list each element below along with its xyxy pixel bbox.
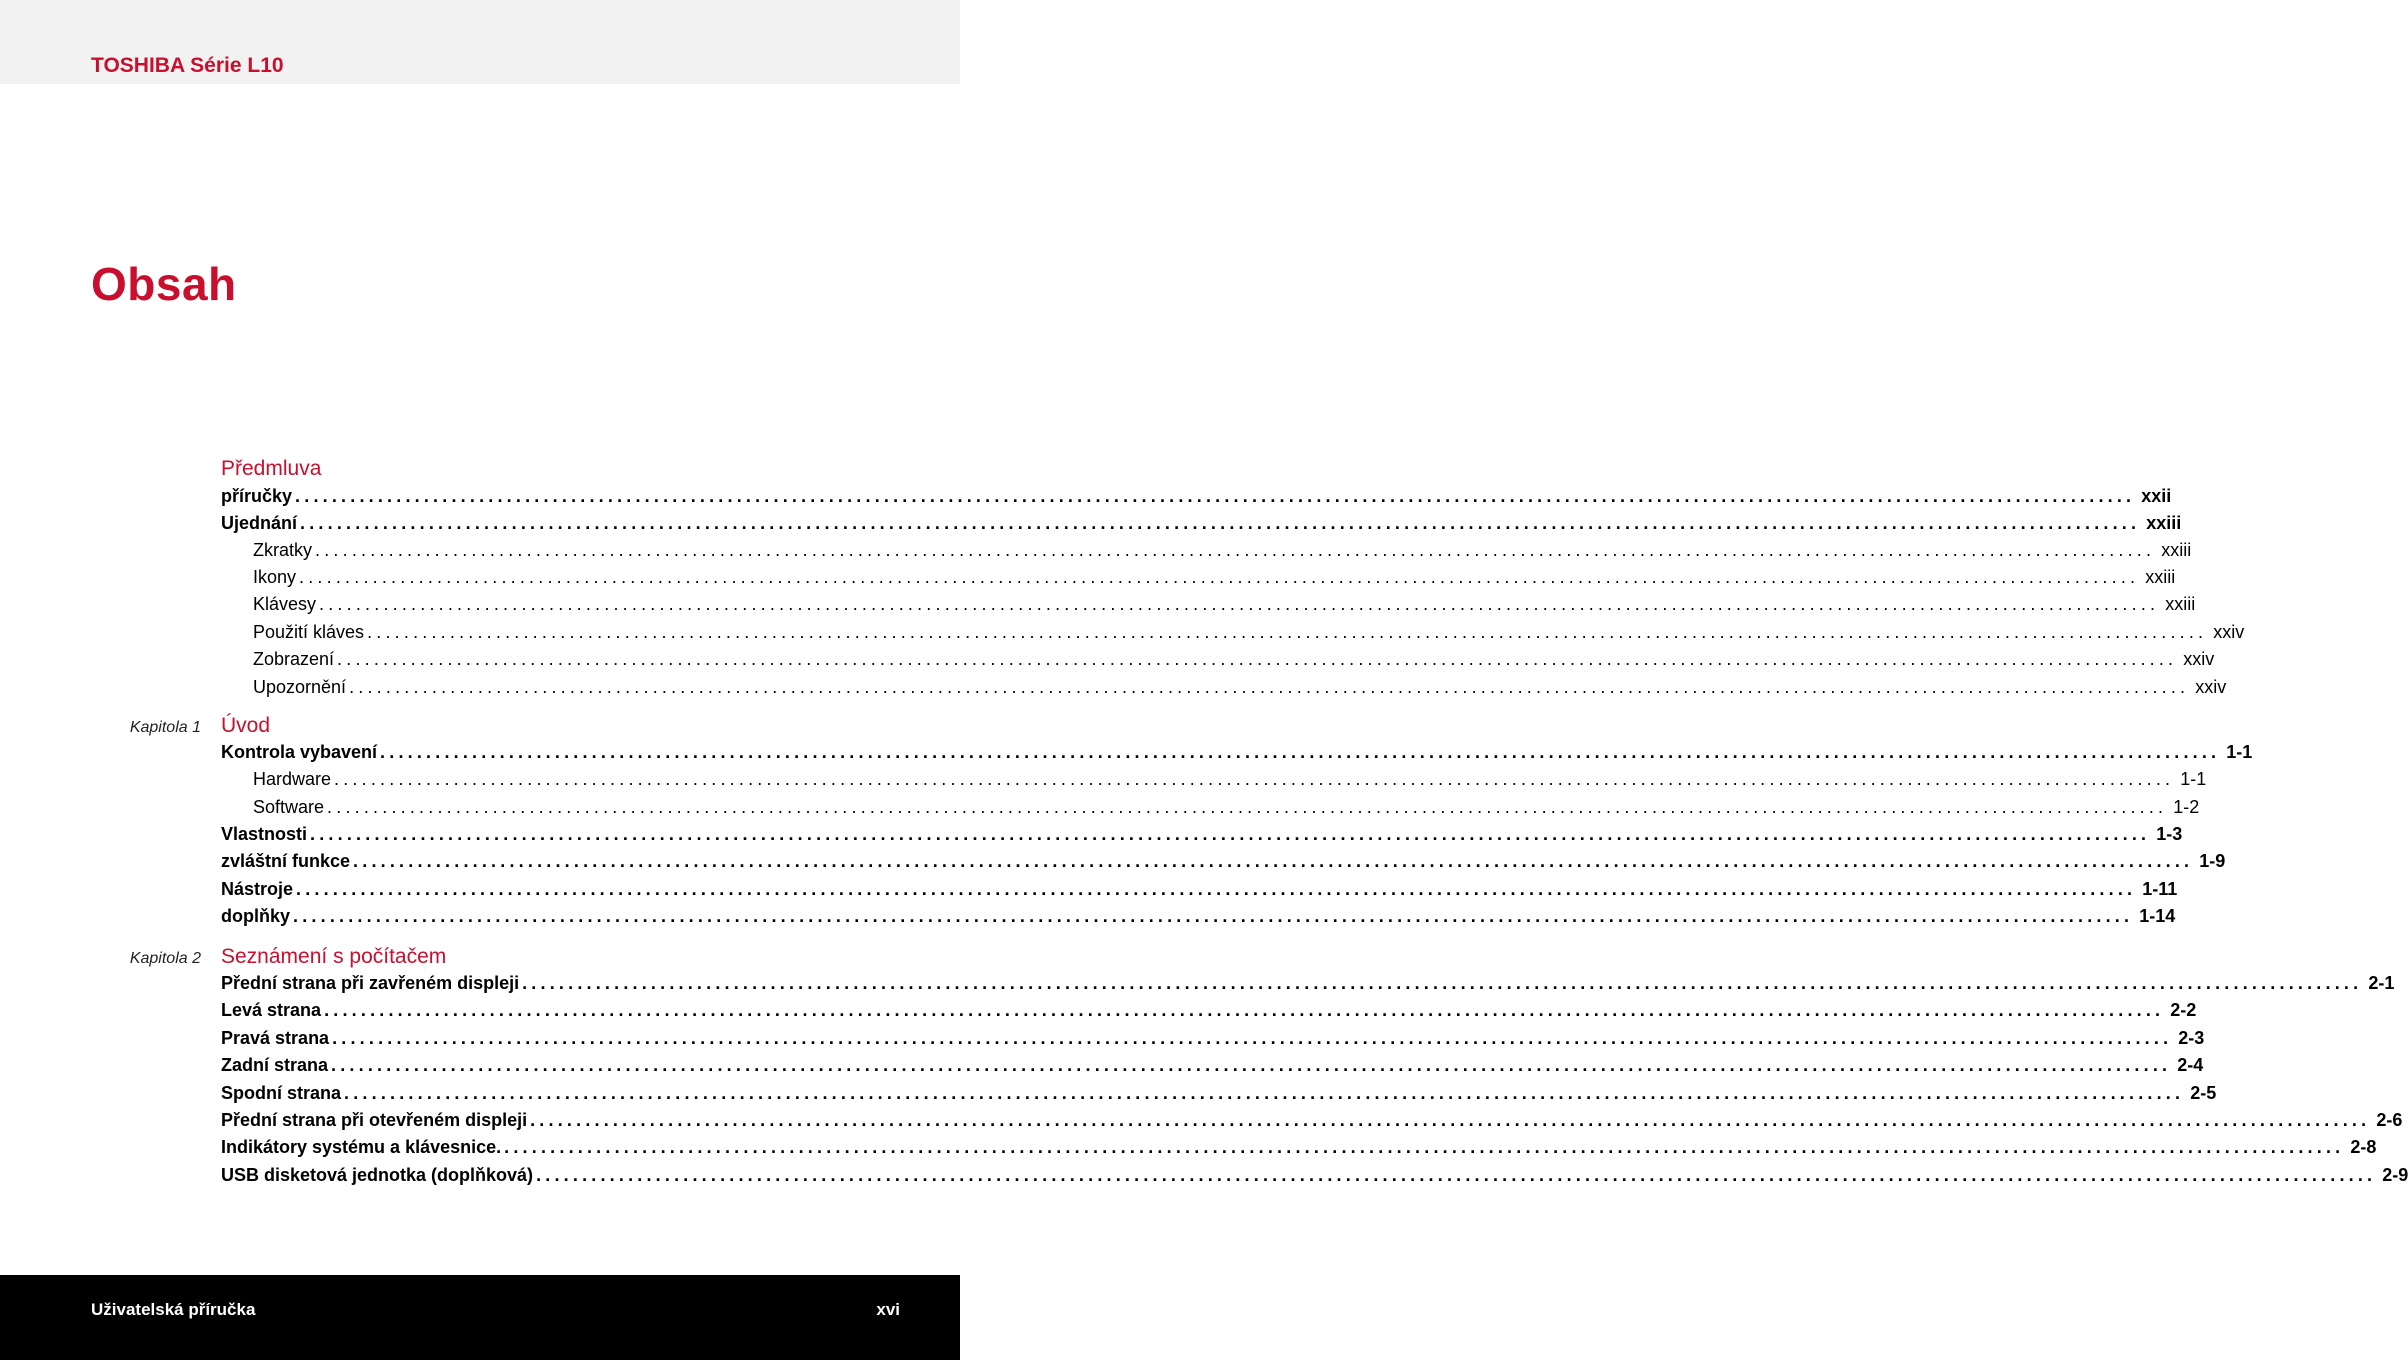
toc-entry-predni-strana-zavreny[interactable] <box>221 970 2395 997</box>
dot-leader: ........................................................................................................................................................................................................ <box>504 1137 2345 1157</box>
toc-entry-page: 1-3 <box>2156 824 2183 844</box>
toc-entry-doplnky[interactable] <box>221 903 2176 930</box>
toc-entry-label: doplňky <box>221 906 291 926</box>
toc-entry-label: Zadní strana <box>221 1055 329 1075</box>
toc-entry-klavesy[interactable] <box>253 591 2196 618</box>
toc-entry-page: xxiv <box>2183 649 2215 669</box>
toc-entry-page: 2-5 <box>2190 1083 2217 1103</box>
toc-entry-kontrola-vybaveni[interactable] <box>221 739 2253 766</box>
dot-leader: ........................................................................................................................................................................................................ <box>522 973 2363 993</box>
dot-leader: ........................................................................................................................................................................................................ <box>331 1055 2172 1075</box>
toc-entry-label: USB disketová jednotka (doplňková) <box>221 1165 534 1185</box>
toc-entry-label: Spodní strana <box>221 1083 342 1103</box>
dot-leader: ........................................................................................................................................................................................................ <box>536 1165 2377 1185</box>
toc-entry-usb-disketova-jednotka[interactable] <box>221 1162 2408 1189</box>
dot-leader: ........................................................................................................................................................................................................ <box>310 824 2151 844</box>
toc-entry-label: Zkratky <box>253 540 313 560</box>
toc-entry-page: 2-8 <box>2350 1137 2377 1157</box>
toc-entry-prirucky[interactable] <box>221 483 2172 510</box>
toc-entry-page: 1-11 <box>2142 879 2178 899</box>
dot-leader: ........................................................................................................................................................................................................ <box>332 1028 2173 1048</box>
toc-entry-page: 1-9 <box>2199 851 2226 871</box>
dot-leader: ........................................................................................................................................................................................................ <box>293 906 2134 926</box>
page-heading: Obsah <box>91 258 237 310</box>
dot-leader: ........................................................................................................................................................................................................ <box>315 540 2156 560</box>
toc-entry-label: Zobrazení <box>253 649 335 669</box>
dot-leader: ........................................................................................................................................................................................................ <box>334 769 2175 789</box>
toc-entry-spodni-strana[interactable] <box>221 1080 2217 1107</box>
toc-entry-zadni-strana[interactable] <box>221 1052 2204 1079</box>
toc-entry-label: Levá strana <box>221 1000 322 1020</box>
dot-leader: ........................................................................................................................................................................................................ <box>299 567 2140 587</box>
toc-entry-predni-strana-otevreny[interactable] <box>221 1107 2403 1134</box>
dot-leader: ........................................................................................................................................................................................................ <box>324 1000 2165 1020</box>
toc-entry-label: Upozornění <box>253 677 347 697</box>
dot-leader: ........................................................................................................................................................................................................ <box>300 513 2141 533</box>
toc-entry-page: 2-6 <box>2376 1110 2403 1130</box>
document-title: TOSHIBA Série L10 <box>91 54 284 77</box>
toc-entry-label: zvláštní funkce <box>221 851 351 871</box>
toc-entry-label: Ikony <box>253 567 297 587</box>
toc-entry-label: Vlastnosti <box>221 824 308 844</box>
toc-entry-label: Kontrola vybavení <box>221 742 378 762</box>
toc-entry-vlastnosti[interactable] <box>221 821 2183 848</box>
toc-entry-leva-strana[interactable] <box>221 997 2197 1024</box>
toc-entry-label: Použití kláves <box>253 622 365 642</box>
toc-entry-page: xxiii <box>2161 540 2192 560</box>
toc-entry-page: xxiv <box>2195 677 2227 697</box>
toc-entry-label: příručky <box>221 486 293 506</box>
dot-leader: ........................................................................................................................................................................................................ <box>327 797 2168 817</box>
toc-entry-label: Ujednání <box>221 513 298 533</box>
toc-entry-indikatory[interactable] <box>221 1134 2377 1161</box>
toc-entry-software[interactable] <box>253 794 2200 821</box>
toc-entry-label: Nástroje <box>221 879 294 899</box>
toc-entry-prava-strana[interactable] <box>221 1025 2205 1052</box>
dot-leader: ........................................................................................................................................................................................................ <box>353 851 2194 871</box>
toc-entry-label: Pravá strana <box>221 1028 330 1048</box>
chapter-label-2: Kapitola 2 <box>129 950 201 967</box>
toc-entry-ikony[interactable] <box>253 564 2176 591</box>
toc-entry-upozorneni[interactable] <box>253 674 2227 701</box>
toc-entry-page: xxiii <box>2145 567 2176 587</box>
toc-entry-label: Přední strana při zavřeném displeji <box>221 973 520 993</box>
toc-entry-ujednani[interactable] <box>221 510 2182 537</box>
dot-leader: ........................................................................................................................................................................................................ <box>296 879 2137 899</box>
toc-entry-page: 2-4 <box>2177 1055 2204 1075</box>
toc-entry-label: Indikátory systému a klávesnice. <box>221 1137 502 1157</box>
chapter-label-1: Kapitola 1 <box>129 719 201 736</box>
toc-entry-zvlastni-funkce[interactable] <box>221 848 2226 875</box>
dot-leader: ........................................................................................................................................................................................................ <box>380 742 2221 762</box>
toc-entry-zobrazeni[interactable] <box>253 646 2215 673</box>
dot-leader: ........................................................................................................................................................................................................ <box>530 1110 2371 1130</box>
toc-entry-zkratky[interactable] <box>253 537 2192 564</box>
dot-leader: ........................................................................................................................................................................................................ <box>344 1083 2185 1103</box>
toc-entry-page: 2-2 <box>2170 1000 2197 1020</box>
toc-entry-pouziti-klaves[interactable] <box>253 619 2245 646</box>
dot-leader: ........................................................................................................................................................................................................ <box>367 622 2208 642</box>
toc-entry-page: xxiii <box>2146 513 2182 533</box>
toc-entry-label: Klávesy <box>253 594 317 614</box>
section-title-preface[interactable]: Předmluva <box>221 457 322 480</box>
toc-entry-page: 2-3 <box>2178 1028 2205 1048</box>
dot-leader: ........................................................................................................................................................................................................ <box>319 594 2160 614</box>
toc-entry-label: Hardware <box>253 769 332 789</box>
toc-entry-page: xxiv <box>2213 622 2245 642</box>
dot-leader: ........................................................................................................................................................................................................ <box>349 677 2190 697</box>
toc-entry-page: 2-9 <box>2382 1165 2408 1185</box>
toc-entry-page: xxii <box>2141 486 2172 506</box>
toc-entry-nastroje[interactable] <box>221 876 2178 903</box>
toc-entry-label: Software <box>253 797 325 817</box>
footer-manual-title: Uživatelská příručka <box>91 1300 256 1319</box>
section-title-chapter-2[interactable]: Seznámení s počítačem <box>221 945 447 968</box>
section-title-chapter-1[interactable]: Úvod <box>221 714 271 737</box>
toc-entry-page: 1-14 <box>2139 906 2176 926</box>
dot-leader: ........................................................................................................................................................................................................ <box>337 649 2178 669</box>
toc-entry-page: 2-1 <box>2368 973 2395 993</box>
footer-page-number: xvi <box>876 1300 900 1319</box>
toc-entry-page: 1-2 <box>2173 797 2200 817</box>
toc-entry-page: 1-1 <box>2180 769 2207 789</box>
dot-leader: ........................................................................................................................................................................................................ <box>295 486 2136 506</box>
toc-entry-label: Přední strana při otevřeném displeji <box>221 1110 528 1130</box>
toc-entry-page: 1-1 <box>2226 742 2253 762</box>
toc-entry-hardware[interactable] <box>253 766 2207 793</box>
toc-entry-page: xxiii <box>2165 594 2196 614</box>
